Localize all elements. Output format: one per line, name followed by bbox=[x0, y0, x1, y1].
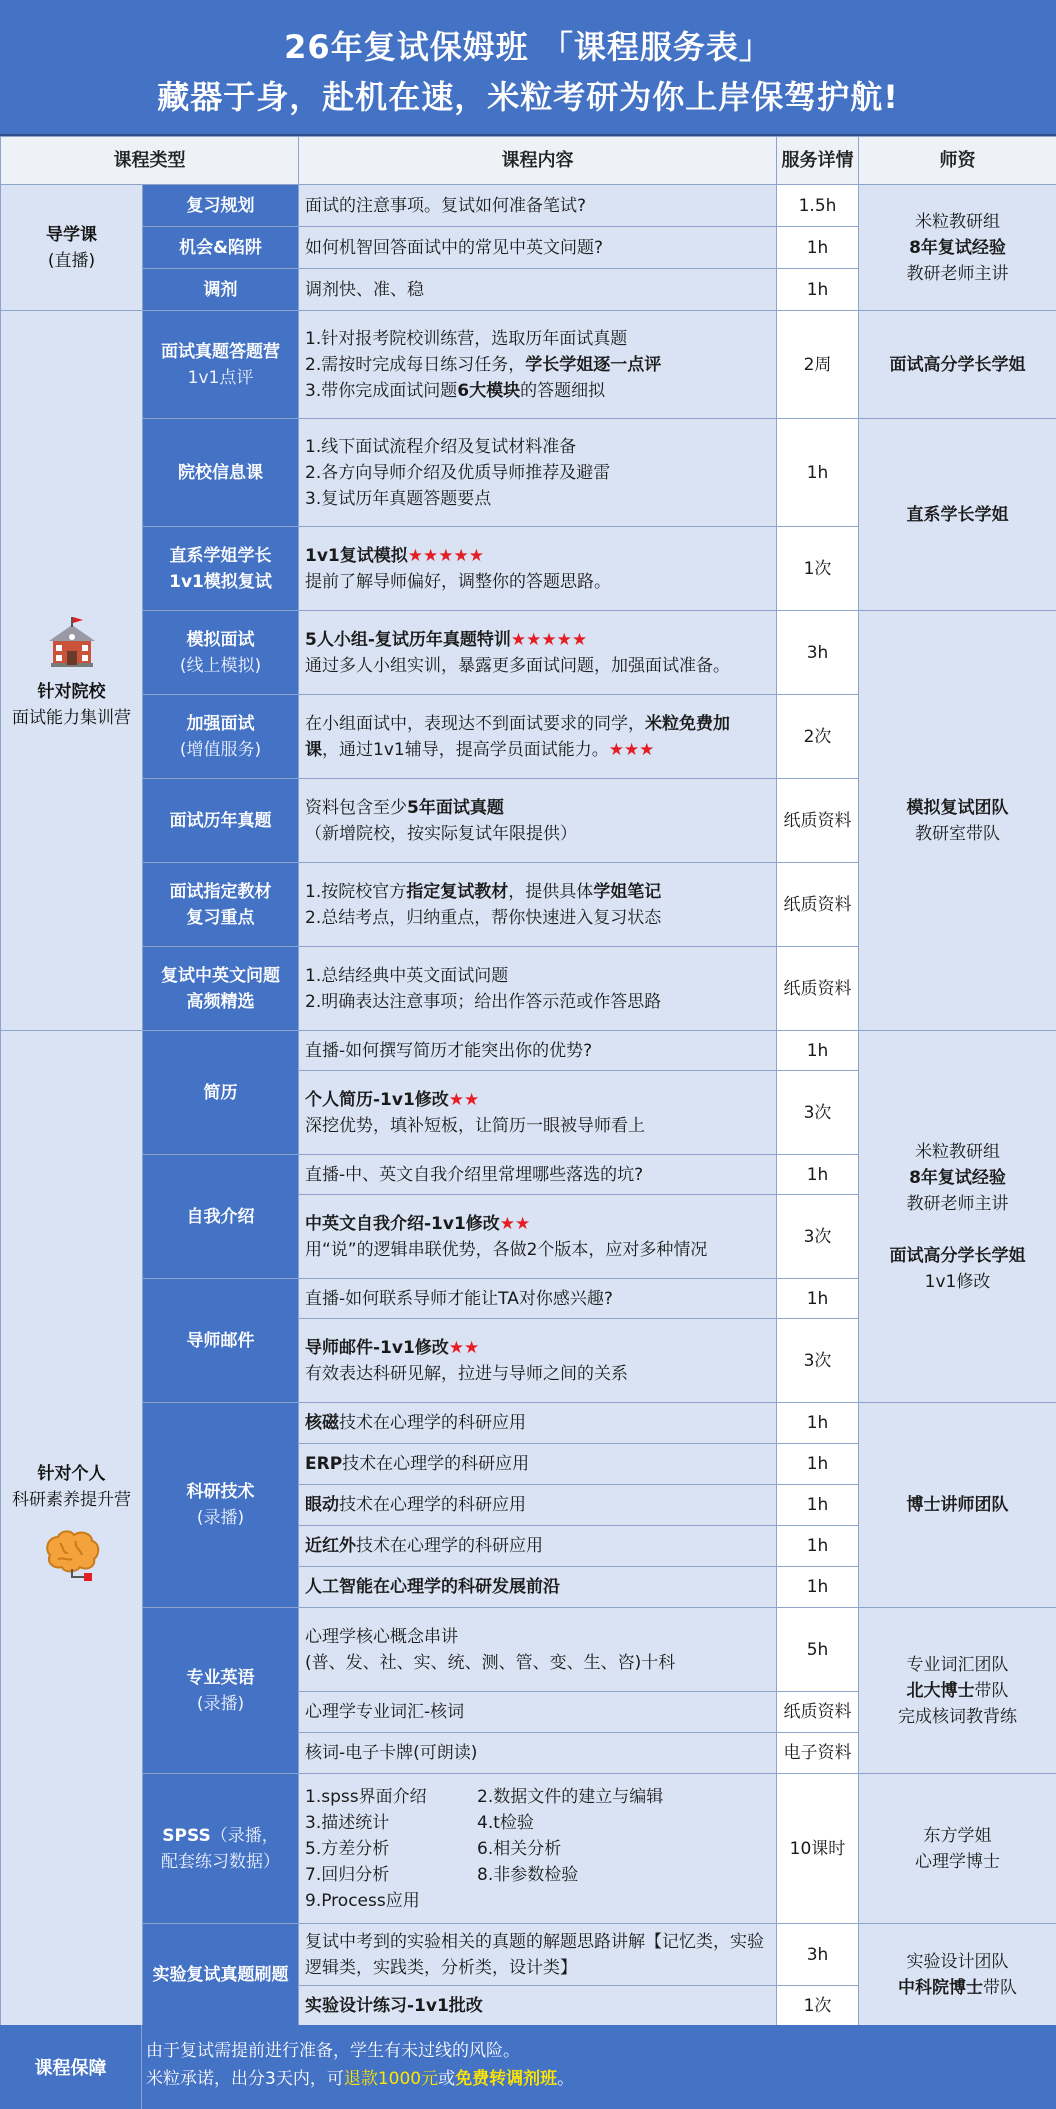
service-detail: 电子资料 bbox=[777, 1733, 859, 1774]
course-content: 心理学核心概念串讲 (普、发、社、实、统、测、管、变、生、咨)十科 bbox=[299, 1608, 777, 1692]
sub-category: 专业英语 (录播) bbox=[143, 1608, 299, 1774]
table-header-row bbox=[1, 137, 1056, 185]
course-content: 眼动技术在心理学的科研应用 bbox=[299, 1485, 777, 1526]
course-content: 5人小组-复试历年真题特训★★★★★ 通过多人小组实训，暴露更多面试问题，加强面试准备。 bbox=[299, 611, 777, 695]
sub-category: 面试指定教材 复习重点 bbox=[143, 863, 299, 947]
service-detail: 1h bbox=[777, 227, 859, 269]
col-header-content: 课程内容 bbox=[299, 137, 777, 185]
course-content: 如何机智回答面试中的常见中英文问题? bbox=[299, 227, 777, 269]
page-header bbox=[0, 0, 1056, 136]
service-detail: 1.5h bbox=[777, 185, 859, 227]
service-detail: 3h bbox=[777, 611, 859, 695]
guarantee-text: 由于复试需提前进行准备，学生有未过线的风险。 米粒承诺，出分3天内，可退款1000元或免费转调剂班。 bbox=[146, 2041, 575, 2089]
service-detail: 3次 bbox=[777, 1071, 859, 1155]
service-detail: 1h bbox=[777, 1526, 859, 1567]
service-detail: 1h bbox=[777, 1485, 859, 1526]
service-detail: 10课时 bbox=[777, 1774, 859, 1924]
teacher-cell: 模拟复试团队 教研室带队 bbox=[859, 611, 1056, 1031]
course-content: ERP技术在心理学的科研应用 bbox=[299, 1444, 777, 1485]
course-content: 近红外技术在心理学的科研应用 bbox=[299, 1526, 777, 1567]
sub-category: 自我介绍 bbox=[143, 1155, 299, 1279]
sub-category: SPSS（录播， 配套练习数据） bbox=[143, 1774, 299, 1924]
page-subtitle: 藏器于身，赴机在速，米粒考研为你上岸保驾护航! bbox=[157, 78, 899, 116]
table-row bbox=[1, 1608, 1056, 1692]
sub-category: 导师邮件 bbox=[143, 1279, 299, 1403]
sub-category: 院校信息课 bbox=[143, 419, 299, 527]
course-content: 人工智能在心理学的科研发展前沿 bbox=[299, 1567, 777, 1608]
category-guide: 导学课 (直播) bbox=[1, 185, 143, 311]
teacher-cell: 面试高分学长学姐 bbox=[859, 311, 1056, 419]
teacher-cell: 米粒教研组 8年复试经验 教研老师主讲 bbox=[859, 185, 1056, 311]
service-detail: 纸质资料 bbox=[777, 863, 859, 947]
service-detail: 纸质资料 bbox=[777, 947, 859, 1031]
service-detail: 5h bbox=[777, 1608, 859, 1692]
guarantee-label: 课程保障 bbox=[0, 2025, 142, 2109]
service-detail: 1h bbox=[777, 1567, 859, 1608]
rating-stars: ★★★★★ bbox=[407, 545, 484, 566]
teacher-cell: 实验设计团队 中科院博士带队 bbox=[859, 1924, 1056, 2026]
table-row bbox=[1, 419, 1056, 527]
service-detail: 2次 bbox=[777, 695, 859, 779]
page-title: 26年复试保姆班 「课程服务表」 bbox=[284, 28, 772, 66]
rating-stars: ★★ bbox=[448, 1089, 480, 1110]
rating-stars: ★★ bbox=[448, 1337, 480, 1358]
sub-category: 简历 bbox=[143, 1031, 299, 1155]
teacher-cell: 直系学长学姐 bbox=[859, 419, 1056, 611]
rating-stars: ★★★★★ bbox=[510, 629, 588, 650]
sub-category: 加强面试 (增值服务) bbox=[143, 695, 299, 779]
teacher-cell: 专业词汇团队 北大博士带队 完成核词教背练 bbox=[859, 1608, 1056, 1774]
course-content: 1.按院校官方指定复试教材，提供具体学姐笔记 2.总结考点，归纳重点，帮你快速进入复习状态 bbox=[299, 863, 777, 947]
sub-category: 面试真题答题营 1v1点评 bbox=[143, 311, 299, 419]
course-content: 中英文自我介绍-1v1修改★★ 用“说”的逻辑串联优势，各做2个版本，应对多种情况 bbox=[299, 1195, 777, 1279]
sub-category: 直系学姐学长 1v1模拟复试 bbox=[143, 527, 299, 611]
sub-category: 复习规划 bbox=[143, 185, 299, 227]
course-content: 个人简历-1v1修改★★ 深挖优势，填补短板，让简历一眼被导师看上 bbox=[299, 1071, 777, 1155]
sub-category: 复试中英文问题 高频精选 bbox=[143, 947, 299, 1031]
sub-category: 科研技术 (录播) bbox=[143, 1403, 299, 1608]
service-detail: 1h bbox=[777, 269, 859, 311]
school-building-icon bbox=[45, 615, 99, 669]
course-content: 1v1复试模拟★★★★★ 提前了解导师偏好，调整你的答题思路。 bbox=[299, 527, 777, 611]
service-detail: 1次 bbox=[777, 527, 859, 611]
sub-category: 调剂 bbox=[143, 269, 299, 311]
service-detail: 1h bbox=[777, 419, 859, 527]
table-row bbox=[1, 1031, 1056, 1071]
col-header-teacher: 师资 bbox=[859, 137, 1056, 185]
teacher-cell: 博士讲师团队 bbox=[859, 1403, 1056, 1608]
course-content: 核词-电子卡牌(可朗读) bbox=[299, 1733, 777, 1774]
service-detail: 纸质资料 bbox=[777, 779, 859, 863]
service-detail: 3h bbox=[777, 1924, 859, 1986]
course-content: 1.线下面试流程介绍及复试材料准备 2.各方向导师介绍及优质导师推荐及避雷 3.复试历年真题答题要点 bbox=[299, 419, 777, 527]
teacher-cell: 东方学姐 心理学博士 bbox=[859, 1774, 1056, 1924]
course-content: 直播-如何联系导师才能让TA对你感兴趣? bbox=[299, 1279, 777, 1319]
sub-category: 实验复试真题刷题 bbox=[143, 1924, 299, 2026]
service-detail: 1h bbox=[777, 1403, 859, 1444]
col-header-type: 课程类型 bbox=[1, 137, 299, 185]
service-detail: 1h bbox=[777, 1031, 859, 1071]
course-content: 资料包含至少5年面试真题 （新增院校，按实际复试年限提供） bbox=[299, 779, 777, 863]
table-row bbox=[1, 1924, 1056, 1986]
service-detail: 3次 bbox=[777, 1319, 859, 1403]
service-detail: 纸质资料 bbox=[777, 1692, 859, 1733]
table-row bbox=[1, 311, 1056, 419]
col-header-detail: 服务详情 bbox=[777, 137, 859, 185]
table-row bbox=[1, 185, 1056, 227]
course-content: 导师邮件-1v1修改★★ 有效表达科研见解，拉进与导师之间的关系 bbox=[299, 1319, 777, 1403]
service-detail: 1次 bbox=[777, 1986, 859, 2026]
sub-category: 模拟面试 (线上模拟) bbox=[143, 611, 299, 695]
course-content: 心理学专业词汇-核词 bbox=[299, 1692, 777, 1733]
course-content: 直播-如何撰写简历才能突出你的优势? bbox=[299, 1031, 777, 1071]
guarantee-footer bbox=[0, 2025, 1056, 2109]
rating-stars: ★★ bbox=[499, 1213, 531, 1234]
course-content: 调剂快、准、稳 bbox=[299, 269, 777, 311]
sub-category: 面试历年真题 bbox=[143, 779, 299, 863]
course-content: 实验设计练习-1v1批改 bbox=[299, 1986, 777, 2026]
course-content: 面试的注意事项。复试如何准备笔试? bbox=[299, 185, 777, 227]
course-content: 1.总结经典中英文面试问题 2.明确表达注意事项；给出作答示范或作答思路 bbox=[299, 947, 777, 1031]
course-content: 1.spss界面介绍 2.数据文件的建立与编辑 3.描述统计 4.t检验 5.方差分析 6.相关分析 7.回归分析 8.非参数检验 9.Process应用 bbox=[299, 1774, 777, 1924]
service-detail: 1h bbox=[777, 1444, 859, 1485]
service-detail: 3次 bbox=[777, 1195, 859, 1279]
table-row bbox=[1, 611, 1056, 695]
brain-icon bbox=[40, 1527, 104, 1585]
course-content: 复试中考到的实验相关的真题的解题思路讲解【记忆类，实验逻辑类，实践类，分析类，设计类】 bbox=[299, 1924, 777, 1986]
table-row bbox=[1, 1403, 1056, 1444]
category-personal: 针对个人 科研素养提升营 bbox=[1, 1031, 143, 2026]
service-detail: 1h bbox=[777, 1279, 859, 1319]
category-school: 针对院校 面试能力集训营 bbox=[1, 311, 143, 1031]
teacher-cell: 米粒教研组 8年复试经验 教研老师主讲 面试高分学长学姐 1v1修改 bbox=[859, 1031, 1056, 1403]
service-table bbox=[0, 136, 1056, 2026]
service-detail: 2周 bbox=[777, 311, 859, 419]
service-detail: 1h bbox=[777, 1155, 859, 1195]
course-content: 直播-中、英文自我介绍里常埋哪些落选的坑? bbox=[299, 1155, 777, 1195]
rating-stars: ★★★ bbox=[608, 739, 655, 760]
sub-category: 机会&陷阱 bbox=[143, 227, 299, 269]
table-row bbox=[1, 1774, 1056, 1924]
course-content: 1.针对报考院校训练营，选取历年面试真题 2.需按时完成每日练习任务，学长学姐逐一点评 3.带你完成面试问题6大模块的答题细拟 bbox=[299, 311, 777, 419]
course-content: 在小组面试中，表现达不到面试要求的同学，米粒免费加 课，通过1v1辅导，提高学员面试能力。★★★ bbox=[299, 695, 777, 779]
course-content: 核磁技术在心理学的科研应用 bbox=[299, 1403, 777, 1444]
